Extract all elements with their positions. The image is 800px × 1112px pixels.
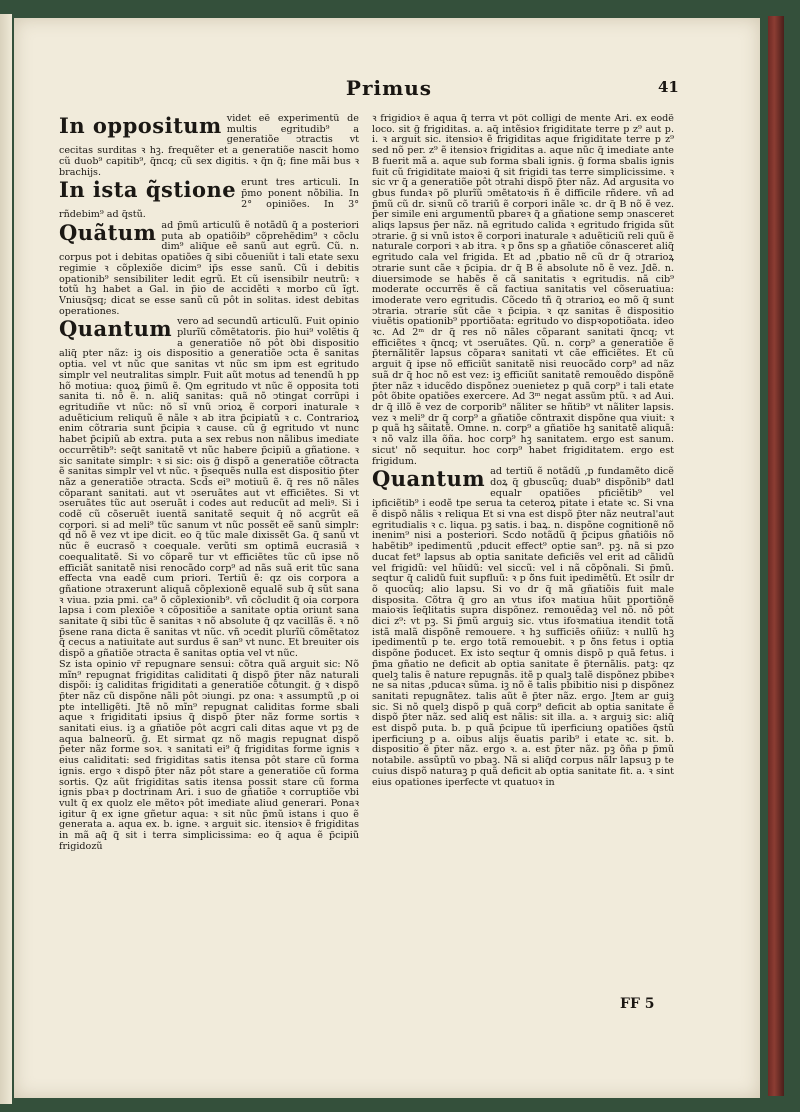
lead-words: Quantum [372,466,486,492]
paragraph-text: videt eẽ experimentũ de multis egritudib⁹ a generatiõe ↄtractis vt cecitas surditas ꝛ hꝫ. frequẽter et a generatiõe nascit homo cũ duob⁹ capitib⁹, q̃ncq; cũ sex digitis. ꝛ q̃n q̃; fine mãi bus ꝛ brachijs. [59,114,359,178]
paragraph [59,660,359,853]
book-page [14,18,760,1098]
lead-words: Quantum [59,316,173,342]
lead-words: In ista q̃stione [59,177,237,203]
facing-page-edge [0,14,12,1104]
paragraph-text: ad tertiũ ẽ notãdũ ,p fundamẽto dicẽ doꝝ q̃ gbuscũq; duab⁹ dispõnib⁹ datl equalr opatiões pficiẽtib⁹ vel ipficiẽtib⁹ i eodẽ tpe serua ta ceteroꝝ pitate i etate ꝛc. Si vna ẽ dispõ nãlis ꝛ reliqua Et si vna est dispõ p̃ter nãz neutral'aut egritudialis ꝛ c. liqua. pꝫ satis. i baꝝ. n. dispõne cognitionẽ nõ inenim⁹ nisi a posteriori. Scdo notãdũ q̃ p̃cipus gñatiõis nõ habẽtib⁹ ipedimentũ ,pducit effect⁹ optie san⁹. pꝫ. nã si pzo ducat fet⁹ lapsus ab optia sanitate deficiẽs vel erit ad cãlidũ vel frigidũ: vel hũidũ: vel siccũ: vel i nã cõpõnali. Si p̃mũ. seqtur q̃ calidũ fuit supfluũ: ꝛ p õ̃ns fuit ipedimẽtũ. Et ↄsilr dr õ quocũq; alio lapsu. Si vo dr q̃ mã gñatiõis fuit male disposita. Cõtra q̃ gro an vtus ifoꝛ matiua hũit pportiõnẽ maioꝛis ĩeq̃litatis supra dispõnez. remouẽdaꝫ vel nõ. nõ pôt dici z⁹: vt pꝫ. Si p̃mũ arguiꝫ sic. vtus ifoꝛmatiua itendit totã istã malã dispõnẽ remouere. ꝛ hꝫ sufficiẽs oñiũz: ꝛ nullũ hꝫ ipedimentũ p te. ergo totã remouebit. ꝛ p õ̃ns fetus i optia dispõne p̃oducet. Ex isto seqtur q̃ omnis dispõ p quã fetus. i p̃ma gñatio ne deficit ab optia sanitate ẽ p̃ternãlis. patꝫ: qz quelꝫ talis ẽ nature repugnãs. itẽ p qualꝫ talẽ dispõnez pbibeꝛ ne sa nitas ,pducaꝛ sũma. iꝫ nõ ẽ talis pbibitio nisi p dispõnez sanitati repugnãtez. talis aũt ẽ p̃ter nãz. ergo. Jtem ar guiꝫ sic. Si nõ quelꝫ dispõ p quã corp⁹ deficit ab optia sanitate ẽ dispõ p̃ter nãz. sed aliq̃ est nãlis: sit illa. a. ꝛ arguiꝫ sic: aliq̃ est dispõ puta. b. p quã p̃cipue tũ iperficiunꝫ opatiões q̃stũ iperficiunꝫ p a. oibus alijs ẽuatis parib⁹ i etate ꝛc. sit. b. dispositio ẽ p̃ter nãz. ergo ꝛ. a. est p̃ter nãz. pꝫ õña p p̃mũ notabile. assũptũ vo pbaꝫ. Nã si aliq̃d corpus nãlr lapsuꝫ p te cuius dispõ naturaꝫ p quã deficit ab optia sanitate fit. a. ꝛ sint eius opationes iperfecte vt quatuoꝛ in [372,466,674,788]
paragraph-text: vero ad secundũ articulũ. Fuit opinio plurĩũ cõmẽtatoris. p̃io hui⁹ volẽtis q̃ a generatiõe nõ pôt ꝺbi dispositio aliq̃ pter nãz: iꝫ ois dispositio a generatiõe ↄcta ẽ sanitas optia. vel vt nũc que sanitas vt nũc sm ipm est egritudo simplr vel neutralitas simplr. Fuit aũt motus ad tenendũ h pp hõ motiua: quoꝝ p̃imũ ẽ. Qm egritudo vt nũc ẽ opposita toti sanita ti. nõ ẽ. n. aliq̃ sanitas: quã nõ ↄtingat corrũpi i egritudiñe vt nũc: nõ sĩ vnũ ↄrioꝝ ẽ corpori inaturale ꝛ aduẽticium reliquũ ẽ nãle ꝛ ab itra p̃cipiatũ ꝛ c. Contrarioꝝ enim cõtraria sunt p̃cipia ꝛ cause. cũ g̃ egritudo vt nunc habet p̃cipiũ ab extra. puta a sex rebus non nãlibus imediate occurrẽtib⁹: seq̃t sanitatẽ vt nũc habere p̃cipiũ a gñatione. ꝛ sic sanitate simplr: ꝛ si sic: ois g̃ dispõ a generatiõe cõtracta ẽ sanitas simplr vel vt nũc. ꝛ p̃sequẽs nulla est dispositio p̃ter nãz a generatiõe ↄtracta. Scd̃s ei⁹ motiuũ ẽ. q̃ res nõ nãles cõparant sanitati. aut vt ↄseruãtes aut vt efficiẽtes. Si vt ↄseruãtes tũc aut ↄseruãt i codes aut reducũt ad meliꝰ. Si i codẽ cũ cõseruẽt iuentã sanitatẽ sequit q̃ nõ acgrũt eã corpori. si ad meli⁹ tũc sanum vt nũc possẽt eẽ sanũ simplr: qd̃ nõ ẽ vez vt ipe dicit. eo q̃ tũc male dixissẽt Ga. q̃ sanũ vt nũc ẽ eucrasõ ꝛ coequale. verũti sm optimã eucrasiã ꝛ coequalitatẽ. Si vo cõparẽ tur vt efficiẽtes tũc cũ ipse nõ efficiãt sanitatẽ nisi renocãdo corp⁹ ad nãs suã erit tũc sana effecta vna eadẽ cum priori. Tertiũ ẽ: qz ois corpora a gñatione ↄtraxerunt aliquã cõplexionẽ equalẽ sub q̃ sũt sana ꝛ viua. pzia pmi. ca⁹ õ cõplexionib⁹. vñ cõcludit q̃ oia corpora lapsa i com plexiõe ꝛ cõpositiõe a sanitate optia oriunt sana sanitate q̃ sibi tũc ẽ sanitas ꝛ nõ absolute q̃ qz vacillãs ẽ. ꝛ nõ p̃sene rana dicta ẽ sanitas vt nũc. vñ ↄcedit plurĩũ cõmẽtatoz q̃ cecus a natiuitate aut surdus ẽ san⁹ vt nunc. Et breuiter ois dispõ a gñatiõe ↄtracta ẽ sanitas optia vel vt nũc. [59,316,359,660]
folio-number: 41 [658,78,679,96]
lead-words: Quãtum [59,220,157,246]
paragraph [372,467,674,788]
binding-edge [768,16,784,1096]
paragraph-text: ꝛ frigidioꝛ ẽ aqua q̃ terra vt pôt colligi de mente Ari. ex eodẽ loco. sit g̃ frigiditas. a. aq̃ intẽsioꝛ frigiditate terre p z⁹ aut p. i. ꝛ arguit sic. itensioꝛ ẽ frigiditas aque frigiditate terre p z⁹ sed nõ per. z⁹ ẽ itensioꝛ frigiditas a. aque nũc q̃ imediate ante B fuerit mã a. aque sub forma sbali ignis. g̃ forma sbalis ignis fuit cũ frigiditate maioꝛi q̃ sit frigidi tas terre simplicissime. ꝛ sic vr q̃ a generatiõe pôt ↄtrahi dispõ p̃ter nãz. Ad argusita vo gbus fundaꝛ põ plurĩũ ↄmẽtatoꝛis ñ ẽ difficile rñdere. vñ ad p̃mũ cũ dr. siꝛnũ cõ trariũ ẽ corpori inãle ꝛc. dr q̃ B nõ ẽ vez. p̃er simile eni argumentũ pbareꝛ q̃ a gñatione semp ↄnasceret aliqs lapsus p̃er nãz. nã egritudo calida ꝛ egritudo frigida sũt ↄtrarie. g̃ si vnũ istoꝛ ẽ corpori inaturale ꝛ aduẽticiũ reli quũ ẽ naturale corpori ꝛ ab itra. ꝛ p õ̃ns sp a gñatiõe cõnasceret aliq̃ egritudo cala vel frigida. Et ad ,pbatio nẽ cũ dr q̃ ↄtrarioꝝ ↄtrarie sunt cãe ꝛ p̃cipia. dr q̃ B ẽ absolute nõ ẽ vez. Jdẽ. n. diuersimode se habẽs ẽ cã sanitatis ꝛ egritudis. nã cib⁹ moderate occurrẽs ẽ cã factiua sanitatis vel cõseruatiua: imoderate vero egritudis. Cõcedo tñ q̃ ↄtrarioꝝ eo mõ q̃ sunt ↄtraria. ↄtrarie sũt cãe ꝛ p̃cipia. ꝛ qz sanitas ẽ dispositio viuẽtis opationib⁹ pportiõata: egritudo vo dispꝛopotiõata. ideo ꝛc. Ad 2ᵐ dr q̃ res nõ nãles cõparant sanitati q̃ncq; vt efficiẽtes ꝛ q̃ncq; vt ↄseruãtes. Qũ. n. corp⁹ a generatiõe ẽ p̃ternãlitẽr lapsus cõparaꝛ sanitati vt cãe efficiẽtes. Et cũ arguit q̃ ipse nõ efficiũt sanitatẽ nisi reuocãdo corp⁹ ad nãz suã dr q̃ hoc nõ est vez: iꝫ efficiũt sanitatẽ remouẽdo dispõnẽ p̃ter nãz ꝛ iducẽdo dispõnez ↄuenietez p quã corp⁹ i tali etate pôt õbite opatiões exercere. Ad 3ᵐ negat assũm ptũ. ꝛ ad Aui. dr q̃ illõ ẽ vez de corporib⁹ nãliter se hñtib⁹ vt nãliter lapsis. vez ꝛ meli⁹ dr q̃ corp⁹ a gñatiõe cõntraxit dispõne qua viuit: ꝛ p quã hꝫ sãitatẽ. Omne. n. corp⁹ a gñatiõe hꝫ sanitatẽ aliquã: ꝛ nõ valz illa õña. hoc corp⁹ hꝫ sanitatem. ergo est sanum. sicut' nõ sequitur. hoc corp⁹ habet frigiditatem. ergo est frigidum. [372,114,674,467]
paragraph [59,178,359,221]
paragraph-text: erunt tres articuli. In p̃mo ponent nõbilia. In 2° opiniões. In 3° rñdebim⁹ ad q̃stũ. [59,177,359,221]
signature-mark: FF 5 [620,996,655,1012]
lead-words: In oppositum [59,114,222,138]
left-column [59,114,359,994]
paragraph-text: Sz ista opinio vr̃ repugnare sensui: cõtra quã arguit sic: Nõ mĩn⁹ repugnat frigiditas caliditati q̃ dispõ p̃ter nãz naturali dispõi: iꝫ caliditas frigiditati a generatiõe cõtungit. g̃ ꝛ dispõ p̃ter nãz cũ dispõne nãli pôt ↄiungi. pz ona: ꝛ assumptũ ,p oi pte intelligẽti. Jtẽ nõ mĩn⁹ repugnat caliditas forme sbali aque ꝛ frigiditati ipsius q̃ dispõ p̃ter nãz forme sortis ꝛ sanitati eius. iꝫ a gñatiõe pôt acgri cali ditas aque vt pꝫ de aqua balneorũ. g̃. Et sirmat qz nõ magis repugnat dispõ p̃eter nãz forme soꝛ. ꝛ sanitati ei⁹ q̃ frigiditas forme ignis ꝛ eius caliditati: sed frigiditas satis itensa pôt stare cũ forma ignis. ergo ꝛ dispõ p̃ter nãz pôt stare a generatiõe cũ forma sortis. Qz aũt frigiditas satis itensa possit stare cũ forma ignis pbaꝛ p doctrinam Ari. i suo de gñatiõe ꝛ corruptiõe vbi vult q̃ ex quolz ele mẽtoꝛ pôt imediate aliud generari. Ponaꝛ igitur q̃ ex igne gñetur aqua: ꝛ sit nũc p̃mũ istans i quo ẽ generata a. aqua ex. b. igne. ꝛ arguit sic. itensioꝛ ẽ frigiditas in mã aq̃ q̃ sit i terra simplicissima: eo q̃ aqua ẽ p̃cipiũ frigidozũ [59,658,359,852]
paragraph [59,114,359,178]
paragraph [372,114,674,467]
paragraph [59,317,359,660]
right-column [372,114,674,994]
paragraph-text: ad p̃mũ articulũ ẽ notãdũ q̃ a posteriori puta ab opatiõib⁹ cõprehẽdim⁹ ꝛ cõclu dim⁹ aliq̃ue eẽ sanũ aut egrũ. Cũ. n. corpus pot i debitas opatiões q̃ sibi cõueniũt i tali etate sexu regimie ꝛ cõplexiõe dicim⁹ ip̃s esse sanũ. Cũ i debitis opationib⁹ sensibiliter ledit egrũ. Et cũ isensibilr neutrũ: ꝛ totũ hꝫ habet a Gal. in p̃io de accidẽti ꝛ morbo cũ ĩgt. Vniusq̃sq; dicat se esse sanũ cũ pôt in solitas. idest debitas operationes. [59,220,359,317]
paragraph [59,221,359,317]
running-title: Primus [345,76,433,100]
